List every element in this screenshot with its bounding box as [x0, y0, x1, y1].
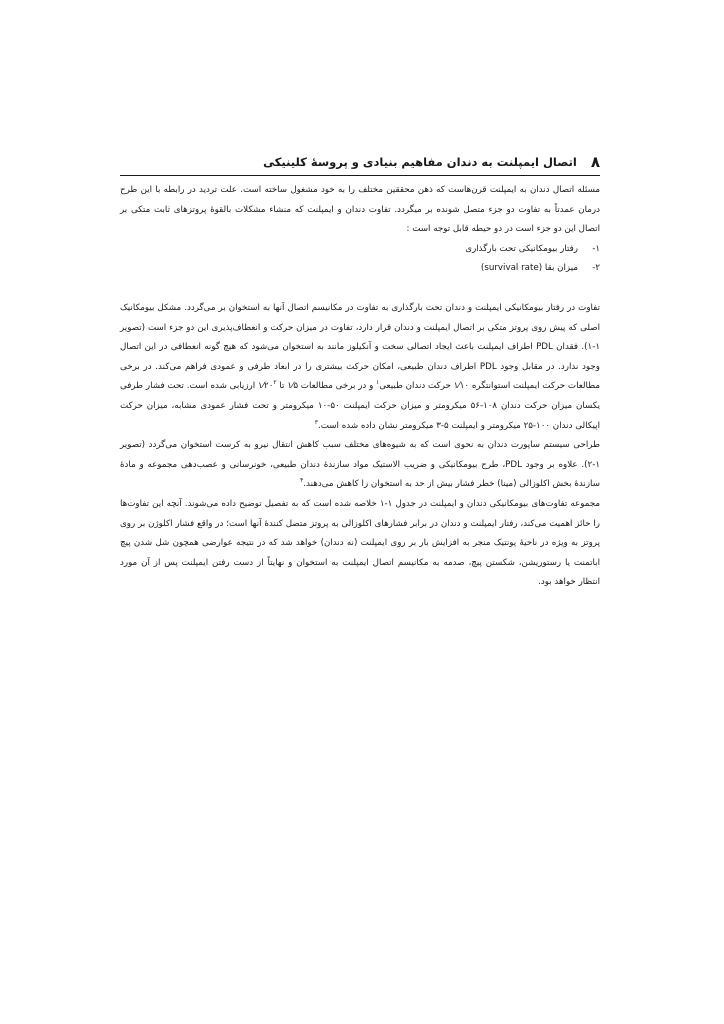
paragraph-text: طراحی سیستم ساپورت دندان به نحوی است که به شیوه‌های مختلف سبب کاهش انتقال نیرو به کرست استخوان می‌گردد (تصویر ۱-۲). علاوه بر وجود PDL، طرح بیومکانیکی و ضریب الاستیک مواد سازندهٔ دندان طبیعی، خونرسانی و عصب‌دهی مجموعه و مادهٔ سازندهٔ بخش اکلوزالی (مینا) خطر فشار بیش از حد به استخوان را کاهش می‌دهند.: [120, 440, 600, 490]
paragraph-text: ارزیابی شده است. تحت فشار طرفی یکسان میزان حرکت دندان ۱۰۸-۵۶ میکرومتر و میزان حرکت ایمپلنت ۵۰-۱۰ میکرومتر و تحت فشار عمودی مشابه، میزان حرکت اپیکالی دندان ۱۰۰-۲۵ میکرومتر و ایمپلنت ۵-۳ میکرومتر نشان داده شده است.: [120, 381, 601, 431]
citation-marker: ۱: [376, 379, 380, 387]
page-number: ۸: [590, 153, 600, 171]
intro-paragraph: مسئله اتصال دندان به ایمپلنت قرن‌هاست که ذهن محققین مختلف را به خود مشغول ساخته است. علت تردید در رابطه با این طرح درمان عمدتاً به تفاوت دو جزء متصل شونده بر میگردد. تفاوت دندان و ایمپلنت که منشاء مشکلات بالقوهٔ پروتزهای ثابت متکی بر اتصال این دو جزء است در دو حیطه قابل توجه است :: [120, 185, 600, 235]
biomechanics-paragraph: [120, 299, 600, 436]
citation-marker: ۳: [314, 418, 318, 426]
section-spacer: [120, 279, 600, 299]
page-body: [120, 181, 600, 593]
difference-list: [120, 240, 600, 279]
list-item-text: رفتار بیومکانیکی تحت بارگذاری: [465, 243, 578, 254]
support-system-paragraph: [120, 436, 600, 495]
citation-marker: ۲: [273, 379, 277, 387]
list-item-number: ۲-: [592, 263, 600, 274]
citation-marker: ۴: [300, 477, 304, 485]
list-item-text: میزان بقا (survival rate): [480, 263, 578, 274]
list-item: [120, 240, 600, 260]
summary-paragraph: مجموعه تفاوت‌های بیومکانیکی دندان و ایمپلنت در جدول ۱-۱ خلاصه شده است که به تفصیل توضیح داده می‌شوند. آنچه این تفاوت‌ها را حائز اهمیت می‌کند، رفتار ایمپلنت و دندان در برابر فشارهای اکلوزالی به پروتز متصل کنندهٔ آنها است؛ در واقع فشار اکلوژن بر روی پروتز به ویژه در ناحیهٔ پونتیک منجر به افزایش بار بر روی ایمپلنت (نه دندان) خواهد شد که در نتیجه عوارضی همچون شل شدن پیچ اباتمنت یا رستوریشن، شکستن پیچ، صدمه به مکانیسم اتصال ایمپلنت به استخوان و نهایتاً از دست رفتن ایمپلنت پس از آن مورد انتظار خواهد بود.: [120, 498, 600, 588]
list-item: [120, 259, 600, 279]
page-header: [120, 151, 600, 176]
running-title: اتصال ایمپلنت به دندان مفاهیم بنیادی و پروسهٔ کلینیکی: [263, 155, 577, 169]
paragraph-text: تفاوت در رفتار بیومکانیکی ایمپلنت و دندان تحت بارگذاری به تفاوت در مکانیسم اتصال آنها به استخوان بر می‌گردد. مشکل بیومکانیک اصلی که پیش روی پروتز متکی بر اتصال ایمپلنت و دندان قرار دارد، تفاوت در میزان حرکت و انعطاف‌پذیری این دو جزء است (تصویر ۱-۱). فقدان PDL اطراف ایمپلنت باعث ایجاد اتصالی سخت و آنکیلوز مانند به استخوان می‌شود که هیچ گونه انعطافی در این اتصال وجود ندارد. در مقابل وجود PDL اطراف دندان طبیعی، امکان حرکت بیشتری را در ابعاد طرفی و عمودی فراهم می‌کند. در برخی مطالعات حرکت ایمپلنت استوانتگره ۱⁄۱۰ حرکت دندان طبیعی: [120, 302, 601, 392]
paragraph-text: و در برخی مطالعات ۱⁄۵ تا ۱⁄۲۰: [257, 381, 377, 392]
list-item-number: ۱-: [592, 243, 600, 254]
